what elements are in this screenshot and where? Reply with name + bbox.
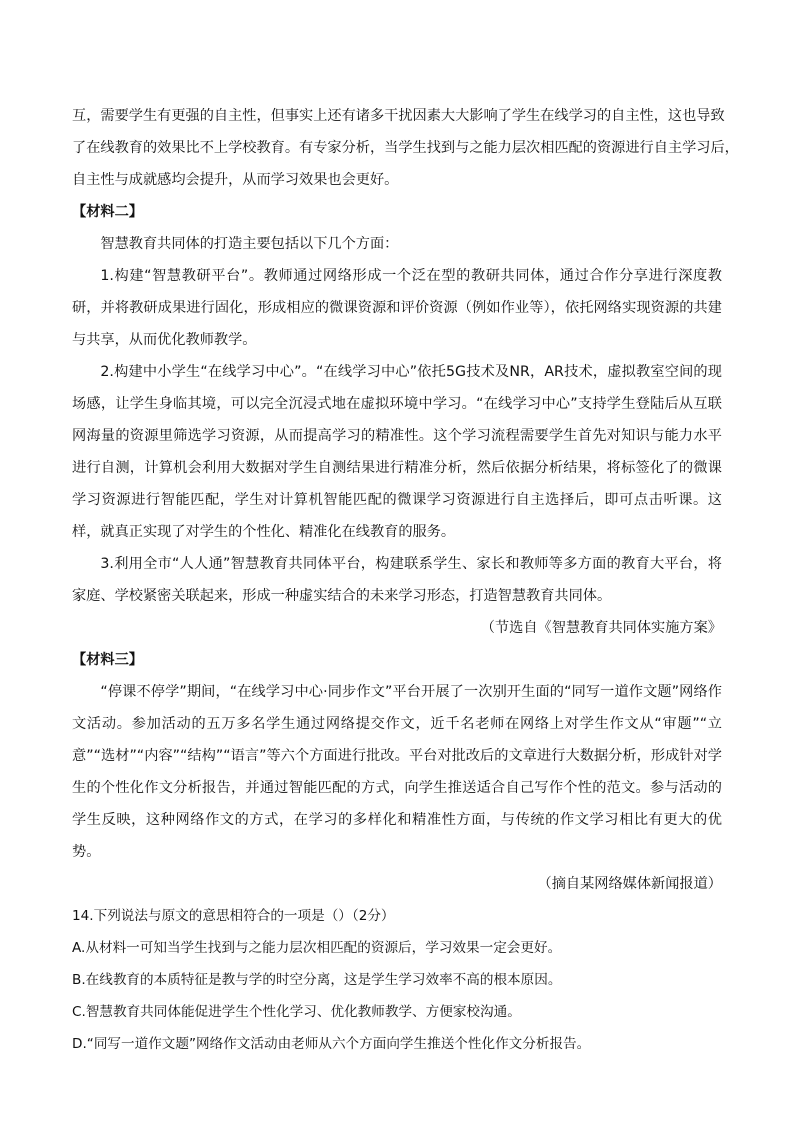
intro-line: 了在线教育的效果比不上学校教育。有专家分析，当学生找到与之能力层次相匹配的资源进行自主学习后， [72, 140, 739, 156]
question-option-d: D.“同写一道作文题”网络作文活动由老师从六个方面向学生推送个性化作文分析报告。 [72, 1036, 591, 1052]
material-two-item-3: 3.利用全市“人人通”智慧教育共同体平台，构建联系学生、家长和教师等多方面的教育大平台，将家庭、学校紧密关联起来，形成一种虚实结合的未来学习形态，打造智慧教育共同体。 [72, 556, 722, 604]
material-three-body: “停课不停学”期间，“在线学习中心·同步作文”平台开展了一次别开生面的“同写一道作文题”网络作文活动。参加活动的五万多名学生通过网络提交作文，近千名老师在网络上对学生作文从“审题”“立意”“选材”“内容”“结构”“语言”等六个方面进行批改。平台对批改后的文章进行大数据分析，形成针对学生的个性化作文分析报告，并通过智能匹配的方式，向学生推送适合自己写作个性的范文。参与活动的学生反映，这种网络作文的方式，在学习的多样化和精准性方面，与传统的作文学习相比有更大的优势。 [72, 684, 722, 860]
material-two-heading: 【材料二】 [72, 204, 143, 220]
intro-line: 互，需要学生有更强的自主性，但事实上还有诸多干扰因素大大影响了学生在线学习的自主性，这也导致 [72, 108, 725, 124]
document-page [72, 100, 739, 1060]
question-option-c: C.智慧教育共同体能促进学生个性化学习、优化教师教学、方便家校沟通。 [72, 1004, 521, 1020]
material-two-item-2: 2.构建中小学生“在线学习中心”。“在线学习中心”依托5G技术及NR，AR技术，虚拟教室空间的现场感，让学生身临其境，可以完全沉浸式地在虚拟环境中学习。“在线学习中心”支持学生登陆后从互联网海量的资源里筛选学习资源，从而提高学习的精准性。这个学习流程需要学生首先对知识与能力水平进行自测，计算机会利用大数据对学生自测结果进行精准分析，然后依据分析结果，将标签化了的微课学习资源进行智能匹配，学生对计算机智能匹配的微课学习资源进行自主选择后，即可点击听课。这样，就真正实现了对学生的个性化、精准化在线教育的服务。 [72, 364, 722, 540]
intro-paragraph [72, 100, 739, 196]
question-option-a: A.从材料一可知当学生找到与之能力层次相匹配的资源后，学习效果一定会更好。 [72, 940, 562, 956]
material-two-source: （节选自《智慧教育共同体实施方案》 [480, 620, 722, 636]
question-option-b: B.在线教育的本质特征是教与学的时空分离，这是学生学习效率不高的根本原因。 [72, 972, 562, 988]
material-two-lead: 智慧教育共同体的打造主要包括以下几个方面： [100, 236, 399, 252]
intro-line: 自主性与成就感均会提升，从而学习效果也会更好。 [72, 172, 399, 188]
material-three-source: （摘自某网络媒体新闻报道） [537, 876, 722, 892]
material-three-heading: 【材料三】 [72, 652, 143, 668]
question-stem: 14.下列说法与原文的意思相符合的一项是（）（2分） [72, 908, 395, 924]
material-two-item-1: 1.构建“智慧教研平台”。教师通过网络形成一个泛在型的教研共同体，通过合作分享进行深度教研，并将教研成果进行固化，形成相应的微课资源和评价资源（例如作业等），依托网络实现资源的共建与共享，从而优化教师教学。 [72, 268, 722, 348]
